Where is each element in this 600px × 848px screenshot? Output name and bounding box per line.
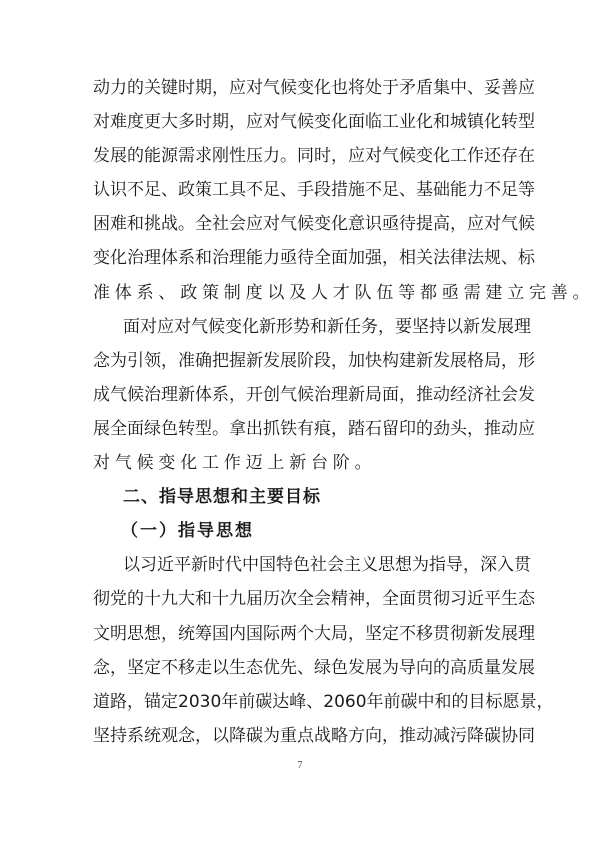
text-line: 认识不足、政策工具不足、手段措施不足、基础能力不足等 — [93, 180, 535, 201]
subsection-heading: （一）指导思想 — [121, 521, 254, 542]
text-line: 文明思想，统筹国内国际两个大局，坚定不移贯彻新发展理 — [93, 623, 535, 644]
text-line: 道路，锚定2030年前碳达峰、2060年前碳中和的目标愿景， — [93, 691, 554, 712]
paragraph-3 — [93, 548, 554, 753]
paragraph-2 — [93, 310, 535, 480]
section-heading: 二、指导思想和主要目标 — [123, 487, 321, 508]
text-line: 对气候变化工作迈上新台阶。 — [93, 453, 377, 474]
text-line: 念，坚定不移走以生态优先、绿色发展为导向的高质量发展 — [93, 657, 535, 678]
text-line: 展全面绿色转型。拿出抓铁有痕，踏石留印的劲头，推动应 — [93, 418, 535, 439]
text-line: 准体系、政策制度以及人才队伍等都亟需建立完善。 — [93, 282, 595, 303]
text-line: 成气候治理新体系，开创气候治理新局面，推动经济社会发 — [93, 384, 535, 405]
text-line: 以习近平新时代中国特色社会主义思想为指导，深入贯 — [123, 555, 531, 576]
document-body — [93, 71, 595, 753]
text-line: 彻党的十九大和十九届历次全会精神，全面贯彻习近平生态 — [93, 589, 535, 610]
text-line: 变化治理体系和治理能力亟待全面加强，相关法律法规、标 — [93, 248, 535, 269]
text-line: 困难和挑战。全社会应对气候变化意识亟待提高，应对气候 — [93, 214, 535, 235]
paragraph-1 — [93, 71, 595, 310]
text-line: 念为引领，准确把握新发展阶段，加快构建新发展格局，形 — [93, 350, 535, 371]
text-line: 发展的能源需求刚性压力。同时，应对气候变化工作还存在 — [93, 146, 535, 167]
text-line: 对难度更大多时期，应对气候变化面临工业化和城镇化转型 — [93, 112, 535, 133]
page-number: 7 — [297, 760, 303, 771]
text-line: 动力的关键时期，应对气候变化也将处于矛盾集中、妥善应 — [93, 78, 535, 98]
text-line: 面对应对气候变化新形势和新任务，要坚持以新发展理 — [123, 316, 531, 337]
text-line: 坚持系统观念，以降碳为重点战略方向，推动减污降碳协同 — [93, 725, 535, 746]
